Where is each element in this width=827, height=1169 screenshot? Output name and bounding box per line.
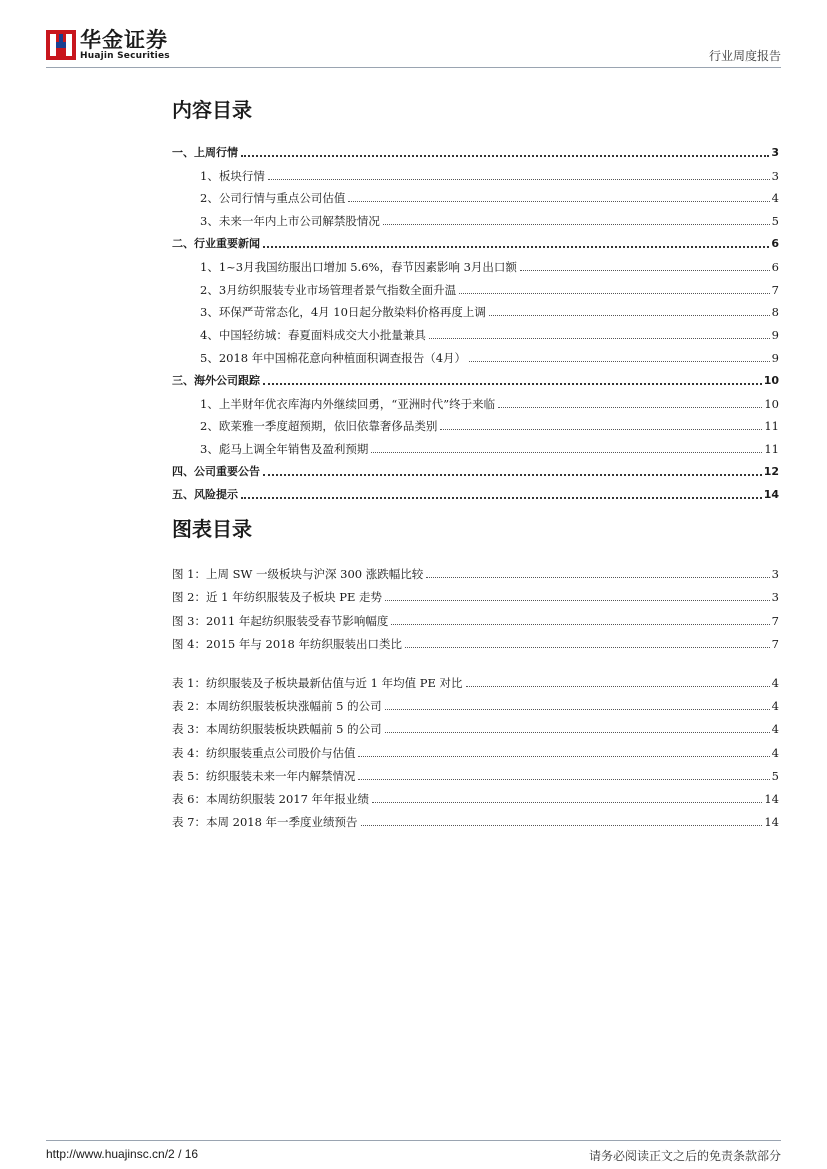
toc-list <box>172 137 779 502</box>
dot-leader <box>361 825 763 826</box>
toc-section-entry-text: 五、风险提示 <box>172 487 238 501</box>
huajin-logo-icon <box>46 30 76 60</box>
figure-entry-text: 图 3：2011 年起纺织服装受春节影响幅度 <box>172 613 389 628</box>
figure-entry[interactable] <box>172 604 779 627</box>
toc-subsection-entry[interactable] <box>172 160 779 183</box>
dot-leader <box>371 452 762 453</box>
dot-leader <box>263 246 769 248</box>
dot-leader <box>358 779 769 780</box>
table-entry-page: 5 <box>771 768 779 783</box>
dot-leader <box>385 600 770 601</box>
table-entry[interactable] <box>172 690 779 713</box>
dot-leader <box>372 802 762 803</box>
dot-leader <box>520 270 770 271</box>
table-entry-page: 4 <box>771 675 779 690</box>
table-entry-text: 表 7：本周 2018 年一季度业绩预告 <box>172 815 358 830</box>
toc-subsection-entry-page: 6 <box>771 259 779 274</box>
table-entry[interactable] <box>172 783 779 806</box>
table-entry[interactable] <box>172 760 779 783</box>
dot-leader <box>358 756 769 757</box>
toc-subsection-entry-page: 9 <box>771 350 779 365</box>
table-entry-text: 表 4：纺织服装重点公司股价与估值 <box>172 745 356 760</box>
toc-subsection-entry[interactable] <box>172 433 779 456</box>
figure-entry-text: 图 4：2015 年与 2018 年纺织服装出口类比 <box>172 636 402 651</box>
dot-leader <box>391 624 769 625</box>
toc-subsection-entry-page: 11 <box>764 442 779 457</box>
toc-subsection-entry-text: 4、中国轻纺城：春夏面料成交大小批量兼具 <box>200 328 426 343</box>
logo-english-name: Huajin Securities <box>80 51 170 61</box>
toc-subsection-entry-text: 3、彪马上调全年销售及盈利预期 <box>200 442 369 457</box>
toc-subsection-entry-page: 3 <box>771 168 779 183</box>
dot-leader <box>268 179 770 180</box>
table-entry-page: 14 <box>764 815 779 830</box>
dot-leader <box>466 686 770 687</box>
dot-leader <box>385 732 770 733</box>
toc-subsection-entry[interactable] <box>172 319 779 342</box>
toc-subsection-entry-page: 10 <box>764 396 779 411</box>
toc-section-entry-text: 二、行业重要新闻 <box>172 236 260 250</box>
toc-section-entry-text: 四、公司重要公告 <box>172 464 260 478</box>
figure-entry[interactable] <box>172 558 779 581</box>
logo-chinese-name: 华金证券 <box>80 28 168 52</box>
toc-subsection-entry-text: 1、板块行情 <box>200 168 265 183</box>
table-entry-page: 14 <box>764 791 779 806</box>
toc-subsection-entry[interactable] <box>172 411 779 434</box>
report-type-label: 行业周度报告 <box>708 49 781 63</box>
toc-subsection-entry[interactable] <box>172 388 779 411</box>
toc-subsection-entry-page: 11 <box>764 419 779 434</box>
table-entry-page: 4 <box>771 745 779 760</box>
dot-leader <box>440 429 762 430</box>
toc-section-entry[interactable] <box>172 137 779 160</box>
table-entry-text: 表 1：纺织服装及子板块最新估值与近 1 年均值 PE 对比 <box>172 675 463 690</box>
footer-divider <box>46 1140 781 1141</box>
figure-entry-page: 7 <box>771 636 779 651</box>
dot-leader <box>429 338 770 339</box>
dot-leader <box>241 497 762 499</box>
table-entry[interactable] <box>172 713 779 736</box>
toc-subsection-entry[interactable] <box>172 183 779 206</box>
dot-leader <box>263 383 762 385</box>
toc-section-entry-page: 3 <box>771 145 779 159</box>
toc-section-entry-page: 12 <box>763 464 779 478</box>
table-entry-text: 表 5：纺织服装未来一年内解禁情况 <box>172 768 356 783</box>
toc-title: 内容目录 <box>172 98 252 122</box>
table-entry-text: 表 3：本周纺织服装板块跌幅前 5 的公司 <box>172 722 382 737</box>
list-spacer <box>172 651 779 667</box>
toc-section-entry-page: 6 <box>771 236 779 250</box>
toc-subsection-entry-text: 1、上半财年优衣库海内外继续回勇，“亚洲时代”终于来临 <box>200 396 496 411</box>
header-divider <box>46 67 781 68</box>
footer-url-page[interactable]: http://www.huajinsc.cn/2 / 16 <box>46 1147 199 1161</box>
toc-subsection-entry-page: 5 <box>771 214 779 229</box>
figure-entry-text: 图 2：近 1 年纺织服装及子板块 PE 走势 <box>172 590 383 605</box>
table-entry[interactable] <box>172 736 779 759</box>
table-entry-text: 表 2：本周纺织服装板块涨幅前 5 的公司 <box>172 699 382 714</box>
toc-subsection-entry-text: 1、1~3月我国纺服出口增加 5.6%，春节因素影响 3月出口额 <box>200 259 517 274</box>
table-entry[interactable] <box>172 806 779 829</box>
toc-section-entry-text: 一、上周行情 <box>172 145 238 159</box>
toc-subsection-entry-text: 2、欧莱雅一季度超预期，依旧依靠奢侈品类别 <box>200 419 438 434</box>
toc-section-entry-page: 14 <box>763 487 779 501</box>
dot-leader <box>469 361 770 362</box>
toc-subsection-entry[interactable] <box>172 205 779 228</box>
toc-subsection-entry-page: 4 <box>771 191 779 206</box>
toc-subsection-entry-text: 2、3月纺织服装专业市场管理者景气指数全面升温 <box>200 282 457 297</box>
dot-leader <box>426 577 769 578</box>
toc-section-entry[interactable] <box>172 456 779 479</box>
toc-section-entry-text: 三、海外公司跟踪 <box>172 373 260 387</box>
toc-subsection-entry[interactable] <box>172 251 779 274</box>
dot-leader <box>489 315 770 316</box>
figure-entry-page: 3 <box>771 567 779 582</box>
footer-disclaimer: 请务必阅读正文之后的免责条款部分 <box>588 1149 781 1163</box>
toc-subsection-entry-text: 3、未来一年内上市公司解禁股情况 <box>200 214 380 229</box>
figure-entry[interactable] <box>172 628 779 651</box>
figure-entry-text: 图 1：上周 SW 一级板块与沪深 300 涨跌幅比较 <box>172 567 424 582</box>
figure-list-title: 图表目录 <box>172 517 252 541</box>
toc-subsection-entry[interactable] <box>172 274 779 297</box>
dot-leader <box>348 201 769 202</box>
table-entry[interactable] <box>172 667 779 690</box>
dot-leader <box>241 155 769 157</box>
figure-entry-page: 7 <box>771 613 779 628</box>
dot-leader <box>263 474 762 476</box>
toc-subsection-entry-page: 7 <box>771 282 779 297</box>
toc-subsection-entry-text: 3、环保严苛常态化，4月 10日起分散染料价格再度上调 <box>200 305 486 320</box>
toc-section-entry[interactable] <box>172 365 779 388</box>
table-entry-text: 表 6：本周纺织服装 2017 年年报业绩 <box>172 791 370 806</box>
toc-section-entry[interactable] <box>172 228 779 251</box>
toc-subsection-entry[interactable] <box>172 297 779 320</box>
dot-leader <box>405 647 770 648</box>
dot-leader <box>459 293 770 294</box>
toc-subsection-entry-text: 5、2018 年中国棉花意向种植面积调查报告（4月） <box>200 350 467 365</box>
toc-subsection-entry-text: 2、公司行情与重点公司估值 <box>200 191 346 206</box>
table-entry-page: 4 <box>771 722 779 737</box>
table-entry-page: 4 <box>771 699 779 714</box>
toc-section-entry[interactable] <box>172 479 779 502</box>
company-logo <box>46 28 182 64</box>
toc-subsection-entry[interactable] <box>172 342 779 365</box>
dot-leader <box>498 407 762 408</box>
figure-list <box>172 558 779 829</box>
figure-entry-page: 3 <box>771 590 779 605</box>
dot-leader <box>383 224 770 225</box>
figure-entry[interactable] <box>172 581 779 604</box>
toc-subsection-entry-page: 9 <box>771 328 779 343</box>
toc-section-entry-page: 10 <box>763 373 779 387</box>
dot-leader <box>385 709 770 710</box>
toc-subsection-entry-page: 8 <box>771 305 779 320</box>
